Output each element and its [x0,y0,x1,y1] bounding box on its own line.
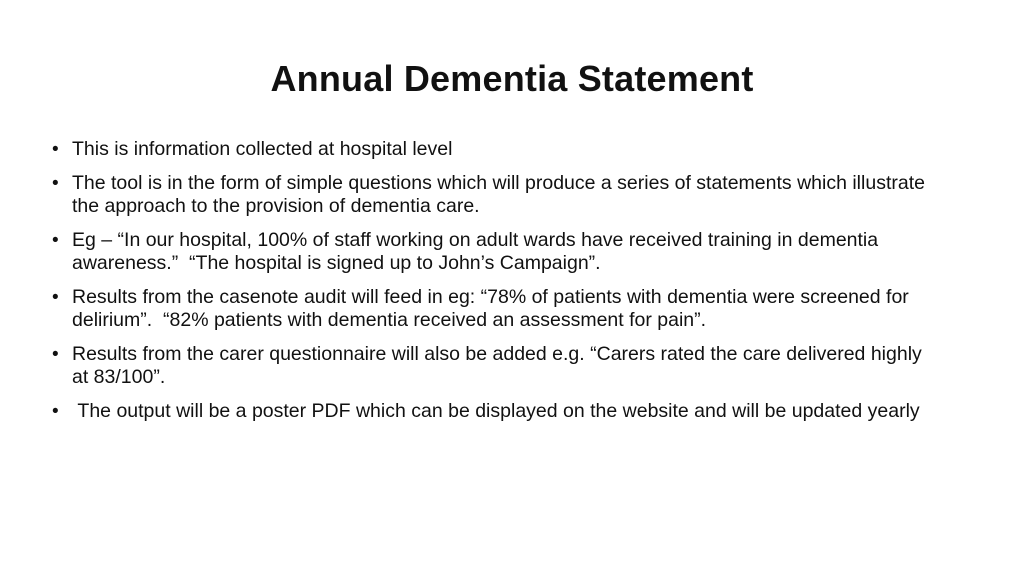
bullet-text: The tool is in the form of simple questions which will produce a series of statements which illustrate the approach to the provision of dementia care. [72,172,931,217]
bullet-icon: • [52,287,59,308]
bullet-icon: • [52,173,59,194]
bullet-icon: • [52,344,59,365]
slide-title: Annual Dementia Statement [270,58,754,99]
bullet-item [50,400,930,423]
bullet-text: Results from the casenote audit will feed in eg: “78% of patients with dementia were screened for delirium”. “82% patients with dementia received an assessment for pain”. [72,286,915,331]
bullet-item [50,138,930,161]
bullet-icon: • [52,401,59,422]
bullet-icon: • [52,139,59,160]
bullet-text: This is information collected at hospital level [72,138,453,160]
bullet-item [50,286,930,332]
bullet-icon: • [52,230,59,251]
bullet-text: Results from the carer questionnaire will also be added e.g. “Carers rated the care delivered highly at 83/100”. [72,343,928,388]
bullet-text: Eg – “In our hospital, 100% of staff working on adult wards have received training in dementia awareness.” “The hospital is signed up to John’s Campaign”. [72,229,884,274]
bullet-item [50,343,930,389]
bullet-list [50,138,930,434]
bullet-text: The output will be a poster PDF which can be displayed on the website and will be updated yearly [72,400,920,422]
bullet-item [50,229,930,275]
bullet-item [50,172,930,218]
